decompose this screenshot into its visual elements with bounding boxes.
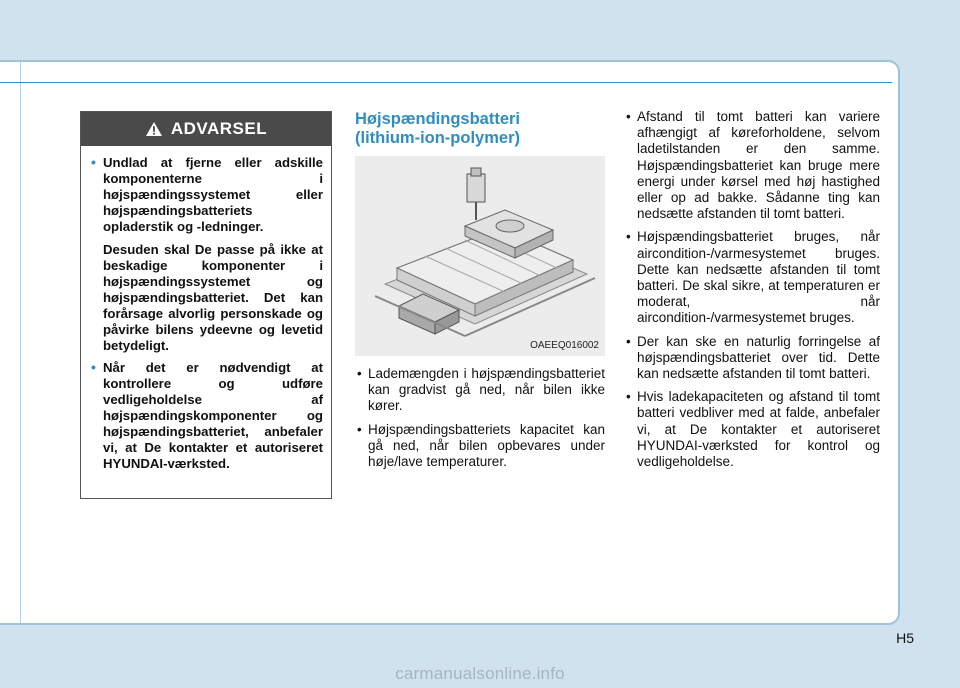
watermark: carmanualsonline.info <box>395 664 565 683</box>
warning-item-text: Undlad at fjerne eller adskille komponenterne i højspændingssystemet eller højspændingsbatteriets opladerstik og -ledninger. <box>103 155 323 234</box>
list-item-text: Afstand til tomt batteri kan variere afhængigt af køreforholdene, selvom ladetilstanden er den samme. Højspændingsbatteriet kan bruge mere energi under kørsel med høj hastighed eller op ad bakke. Sådanne ting kan nedsætte afstanden til tomt batteri. <box>637 109 880 222</box>
section-title <box>355 110 605 148</box>
page-number: H5 <box>896 630 914 646</box>
bullet-icon: • <box>91 359 96 375</box>
warning-title: ADVARSEL <box>170 119 268 138</box>
battery-illustration <box>355 156 605 356</box>
header-rule <box>0 82 892 83</box>
bullet-icon: • <box>626 109 631 124</box>
list-item-text: Der kan ske en naturlig forringelse af højspændingsbatteriet over tid. Dette kan nedsætte afstanden til tomt batteri. <box>637 333 880 382</box>
section-title-line: (lithium-ion-polymer) <box>355 129 520 147</box>
battery-figure <box>355 156 605 356</box>
warning-subtext: Desuden skal De passe på ikke at beskadige komponenter i højspændingssystemet og højspændingsbatteriet. Det kan forårsage alvorlig personskade og påvirke bilens ydeevne og levetid betydeligt. <box>103 242 323 353</box>
bullet-icon: • <box>91 154 96 170</box>
warning-triangle-icon <box>145 121 163 137</box>
warning-box <box>80 111 332 499</box>
list-item-text: Højspændingsbatteriets kapacitet kan gå ned, når bilen opbevares under høje/lave temperaturer. <box>368 421 605 470</box>
list-item <box>624 229 880 326</box>
warning-item-text: Når det er nødvendigt at kontrollere og udføre vedligeholdelse af højspændingskomponenter og højspændingsbatteriet, anbefaler vi, at De kontakter et autoriseret HYUNDAI-værksted. <box>103 360 323 471</box>
list-item-text: Højspændingsbatteriet bruges, når aircondition-/varmesystemet bruges. Dette kan nedsætte afstanden til tomt batteri. De skal sikre, at temperaturen er moderat, når aircondition-/varmesystemet bruges. <box>637 229 880 326</box>
warning-header <box>81 112 331 146</box>
warning-item <box>91 360 323 472</box>
middle-bullet-list <box>355 366 605 477</box>
section-title-line: Højspændingsbatteri <box>355 110 521 128</box>
right-bullet-list <box>624 109 880 477</box>
list-item <box>355 366 605 415</box>
left-margin-rule <box>20 62 21 623</box>
list-item-text: Hvis ladekapaciteten og afstand til tomt batteri vedbliver med at falde, anbefaler vi, at De kontakter et autoriseret HYUNDAI-værksted for kontrol og vedligeholdelse. <box>637 389 880 470</box>
list-item <box>355 422 605 471</box>
warning-item <box>91 155 323 354</box>
bullet-icon: • <box>626 389 631 405</box>
bullet-icon: • <box>357 366 362 381</box>
warning-body <box>81 146 331 472</box>
bullet-icon: • <box>357 421 362 437</box>
figure-code: OAEEQ016002 <box>530 340 599 351</box>
list-item <box>624 109 880 222</box>
list-item-text: Lademængden i højspændingsbatteriet kan gradvist gå ned, når bilen ikke kører. <box>368 366 605 414</box>
list-item <box>624 334 880 383</box>
bullet-icon: • <box>626 229 631 245</box>
list-item <box>624 389 880 470</box>
bullet-icon: • <box>626 333 631 349</box>
